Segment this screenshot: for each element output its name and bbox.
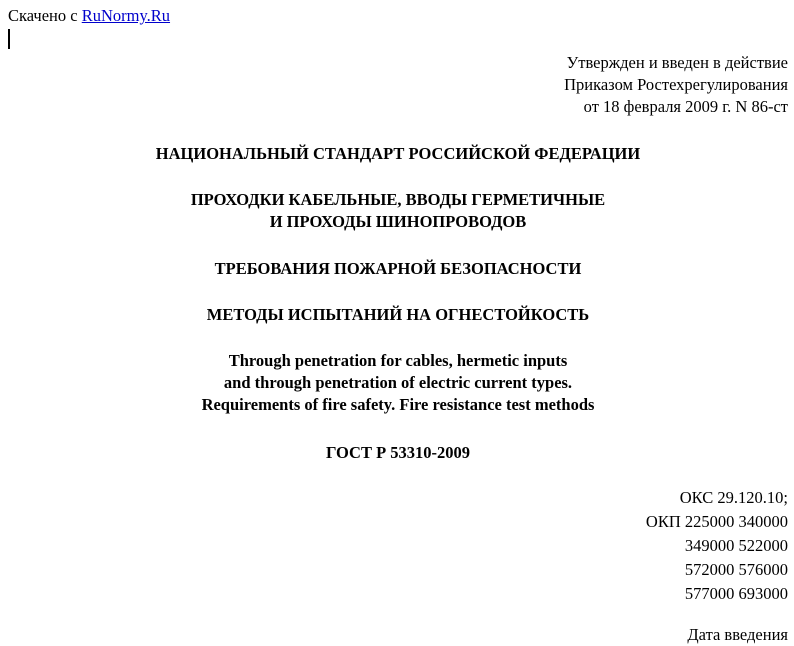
subtitle-2: МЕТОДЫ ИСПЫТАНИЙ НА ОГНЕСТОЙКОСТЬ [206, 305, 590, 324]
approval-line-1: Утвержден и введен в действие [566, 53, 788, 72]
text-cursor [8, 29, 10, 49]
source-prefix: Скачено с [8, 6, 78, 25]
standard-type-text: НАЦИОНАЛЬНЫЙ СТАНДАРТ РОССИЙСКОЙ ФЕДЕРАЦИИ [155, 144, 641, 163]
approval-line-2: Приказом Ростехрегулирования [564, 75, 788, 94]
gost-number-text: ГОСТ Р 53310-2009 [325, 443, 471, 462]
standard-type-heading [0, 143, 794, 165]
approval-line-3: от 18 февраля 2009 г. N 86-ст [583, 97, 788, 116]
english-title [0, 350, 794, 416]
title-heading [0, 189, 794, 233]
okp-line-2: 349000 522000 [684, 536, 788, 555]
subtitle-test-methods [0, 304, 794, 326]
subtitle-fire-safety [0, 258, 794, 280]
source-line [8, 6, 170, 26]
okp-line-1: ОКП 225000 340000 [645, 512, 788, 531]
english-line-2: and through penetration of electric current types. [223, 373, 573, 392]
source-link[interactable]: RuNormy.Ru [81, 6, 171, 25]
title-line-2: И ПРОХОДЫ ШИНОПРОВОДОВ [269, 212, 527, 231]
okp-line-3: 572000 576000 [684, 560, 788, 579]
classification-block [646, 486, 788, 606]
title-line-1: ПРОХОДКИ КАБЕЛЬНЫЕ, ВВОДЫ ГЕРМЕТИЧНЫЕ [190, 190, 606, 209]
english-line-3: Requirements of fire safety. Fire resistance test methods [201, 395, 595, 414]
intro-date-label: Дата введения [687, 625, 788, 644]
okp-line-4: 577000 693000 [684, 584, 788, 603]
gost-number [0, 442, 794, 464]
english-line-1: Through penetration for cables, hermetic inputs [228, 351, 568, 370]
oks-code: ОКС 29.120.10; [679, 488, 788, 507]
approval-block [564, 52, 788, 118]
subtitle-1: ТРЕБОВАНИЯ ПОЖАРНОЙ БЕЗОПАСНОСТИ [214, 259, 582, 278]
